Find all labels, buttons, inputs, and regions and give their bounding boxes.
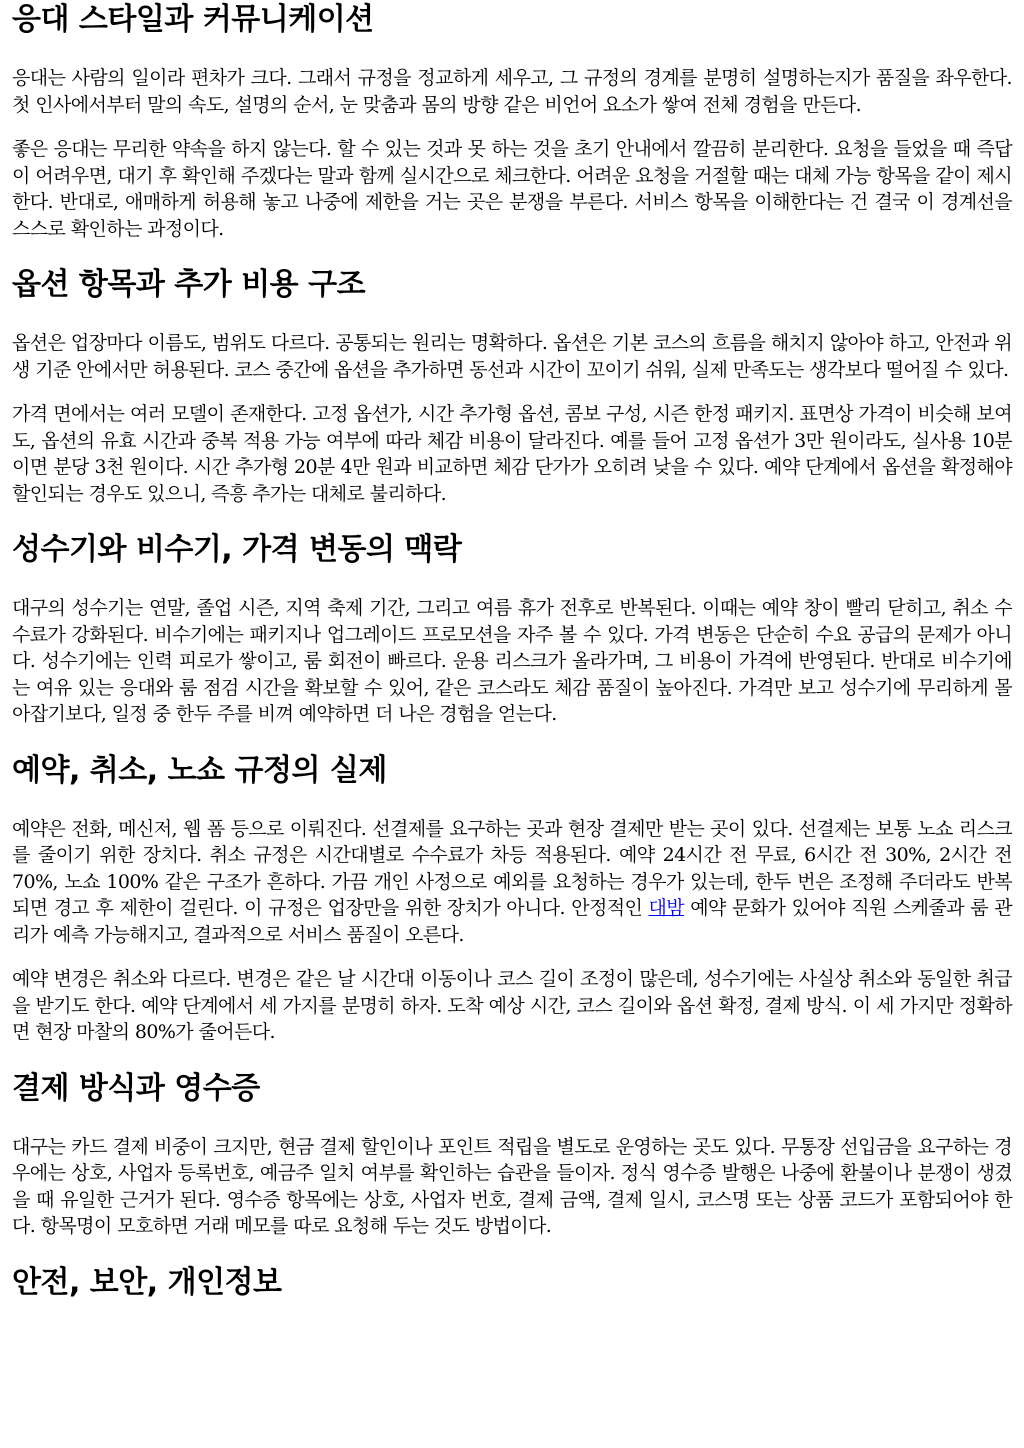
paragraph: 예약 변경은 취소와 다르다. 변경은 같은 날 시간대 이동이나 코스 길이 조정이 많은데, 성수기에는 사실상 취소와 동일한 취급을 받기도 한다. 예약 단계에서 세 가지를 분명히 하자. 도착 예상 시간, 코스 길이와 옵션 확정, 결제 방식. 이 세 가지만 정확하면 현장 마찰의 80%가 줄어든다. — [12, 968, 1012, 1043]
section-heading-safety: 안전, 보안, 개인정보 — [12, 1264, 282, 1300]
paragraph: 가격 면에서는 여러 모델이 존재한다. 고정 옵션가, 시간 추가형 옵션, 콤보 구성, 시즌 한정 패키지. 표면상 가격이 비슷해 보여도, 옵션의 유효 시간과 중복 적용 가능 여부에 따라 체감 비용이 달라진다. 예를 들어 고정 옵션가 3만 원이라도, 실사용 10분이면 분당 3천 원이다. 시간 추가형 20분 4만 원과 비교하면 체감 단가가 오히려 낮을 수 있다. 예약 단계에서 옵션을 확정해야 할인되는 경우도 있으니, 즉흥 추가는 대체로 불리하다. — [12, 403, 1012, 505]
section-heading-options: 옵션 항목과 추가 비용 구조 — [12, 267, 366, 302]
paragraph: 응대는 사람의 일이라 편차가 크다. 그래서 규정을 정교하게 세우고, 그 규정의 경계를 분명히 설명하는지가 품질을 좌우한다. 첫 인사에서부터 말의 속도, 설명의 순서, 눈 맞춤과 몸의 방향 같은 비언어 요소가 쌓여 전체 경험을 만든다. — [12, 67, 1012, 116]
paragraph: 옵션은 업장마다 이름도, 범위도 다르다. 공통되는 원리는 명확하다. 옵션은 기본 코스의 흐름을 해치지 않아야 하고, 안전과 위생 기준 안에서만 허용된다. 코스 중간에 옵션을 추가하면 동선과 시간이 꼬이기 쉬워, 실제 만족도는 생각보다 떨어질 수 있다. — [12, 332, 1012, 381]
section-heading-reservation: 예약, 취소, 노쇼 규정의 실제 — [12, 752, 387, 788]
paragraph-text: 예약 문화가 있어야 직원 스케줄과 룸 관리가 예측 가능해지고, 결과적으로 서비스 품질이 오른다. — [12, 897, 1012, 946]
paragraph-with-link — [12, 816, 1012, 949]
inline-link[interactable]: 대밤 — [648, 897, 685, 919]
paragraph: 좋은 응대는 무리한 약속을 하지 않는다. 할 수 있는 것과 못 하는 것을 초기 안내에서 깔끔히 분리한다. 요청을 들었을 때 즉답이 어려우면, 대기 후 확인해 주겠다는 말과 함께 실시간으로 체크한다. 어려운 요청을 거절할 때는 대체 가능 항목을 같이 제시한다. 반대로, 애매하게 허용해 놓고 나중에 제한을 거는 곳은 분쟁을 부른다. 서비스 항목을 이해한다는 건 결국 이 경계선을 스스로 확인하는 과정이다. — [12, 138, 1012, 240]
paragraph: 대구는 카드 결제 비중이 크지만, 현금 결제 할인이나 포인트 적립을 별도로 운영하는 곳도 있다. 무통장 선입금을 요구하는 경우에는 상호, 사업자 등록번호, 예금주 일치 여부를 확인하는 습관을 들이자. 정식 영수증 발행은 나중에 환불이나 분쟁이 생겼을 때 유일한 근거가 된다. 영수증 항목에는 상호, 사업자 번호, 결제 금액, 결제 일시, 코스명 또는 상품 코드가 포함되어야 한다. 항목명이 모호하면 거래 메모를 따로 요청해 두는 것도 방법이다. — [12, 1135, 1012, 1237]
section-heading-communication: 응대 스타일과 커뮤니케이션 — [12, 2, 374, 37]
paragraph: 대구의 성수기는 연말, 졸업 시즌, 지역 축제 기간, 그리고 여름 휴가 전후로 반복된다. 이때는 예약 창이 빨리 닫히고, 취소 수수료가 강화된다. 비수기에는 패키지나 업그레이드 프로모션을 자주 볼 수 있다. 가격 변동은 단순히 수요 공급의 문제가 아니다. 성수기에는 인력 피로가 쌓이고, 룸 회전이 빠르다. 운용 리스크가 올라가며, 그 비용이 가격에 반영된다. 반대로 비수기에는 여유 있는 응대와 룸 점검 시간을 확보할 수 있어, 같은 코스라도 체감 품질이 높아진다. 가격만 보고 성수기에 무리하게 몰아잡기보다, 일정 중 한두 주를 비껴 예약하면 더 나은 경험을 얻는다. — [12, 597, 1012, 725]
paragraph-text: 예약은 전화, 메신저, 웹 폼 등으로 이뤄진다. 선결제를 요구하는 곳과 현장 결제만 받는 곳이 있다. 선결제는 보통 노쇼 리스크를 줄이기 위한 장치다. 취소 규정은 시간대별로 수수료가 차등 적용된다. 예약 24시간 전 무료, 6시간 전 30%, 2시간 전 70%, 노쇼 100% 같은 구조가 흔하다. 가끔 개인 사정으로 예외를 요청하는 경우가 있는데, 한두 번은 조정해 주더라도 반복되면 경고 후 제한이 걸린다. 이 규정은 업장만을 위한 장치가 아니다. 안정적인 — [12, 817, 1012, 919]
section-heading-payment: 결제 방식과 영수증 — [12, 1070, 260, 1106]
section-heading-seasons: 성수기와 비수기, 가격 변동의 맥락 — [12, 532, 462, 567]
